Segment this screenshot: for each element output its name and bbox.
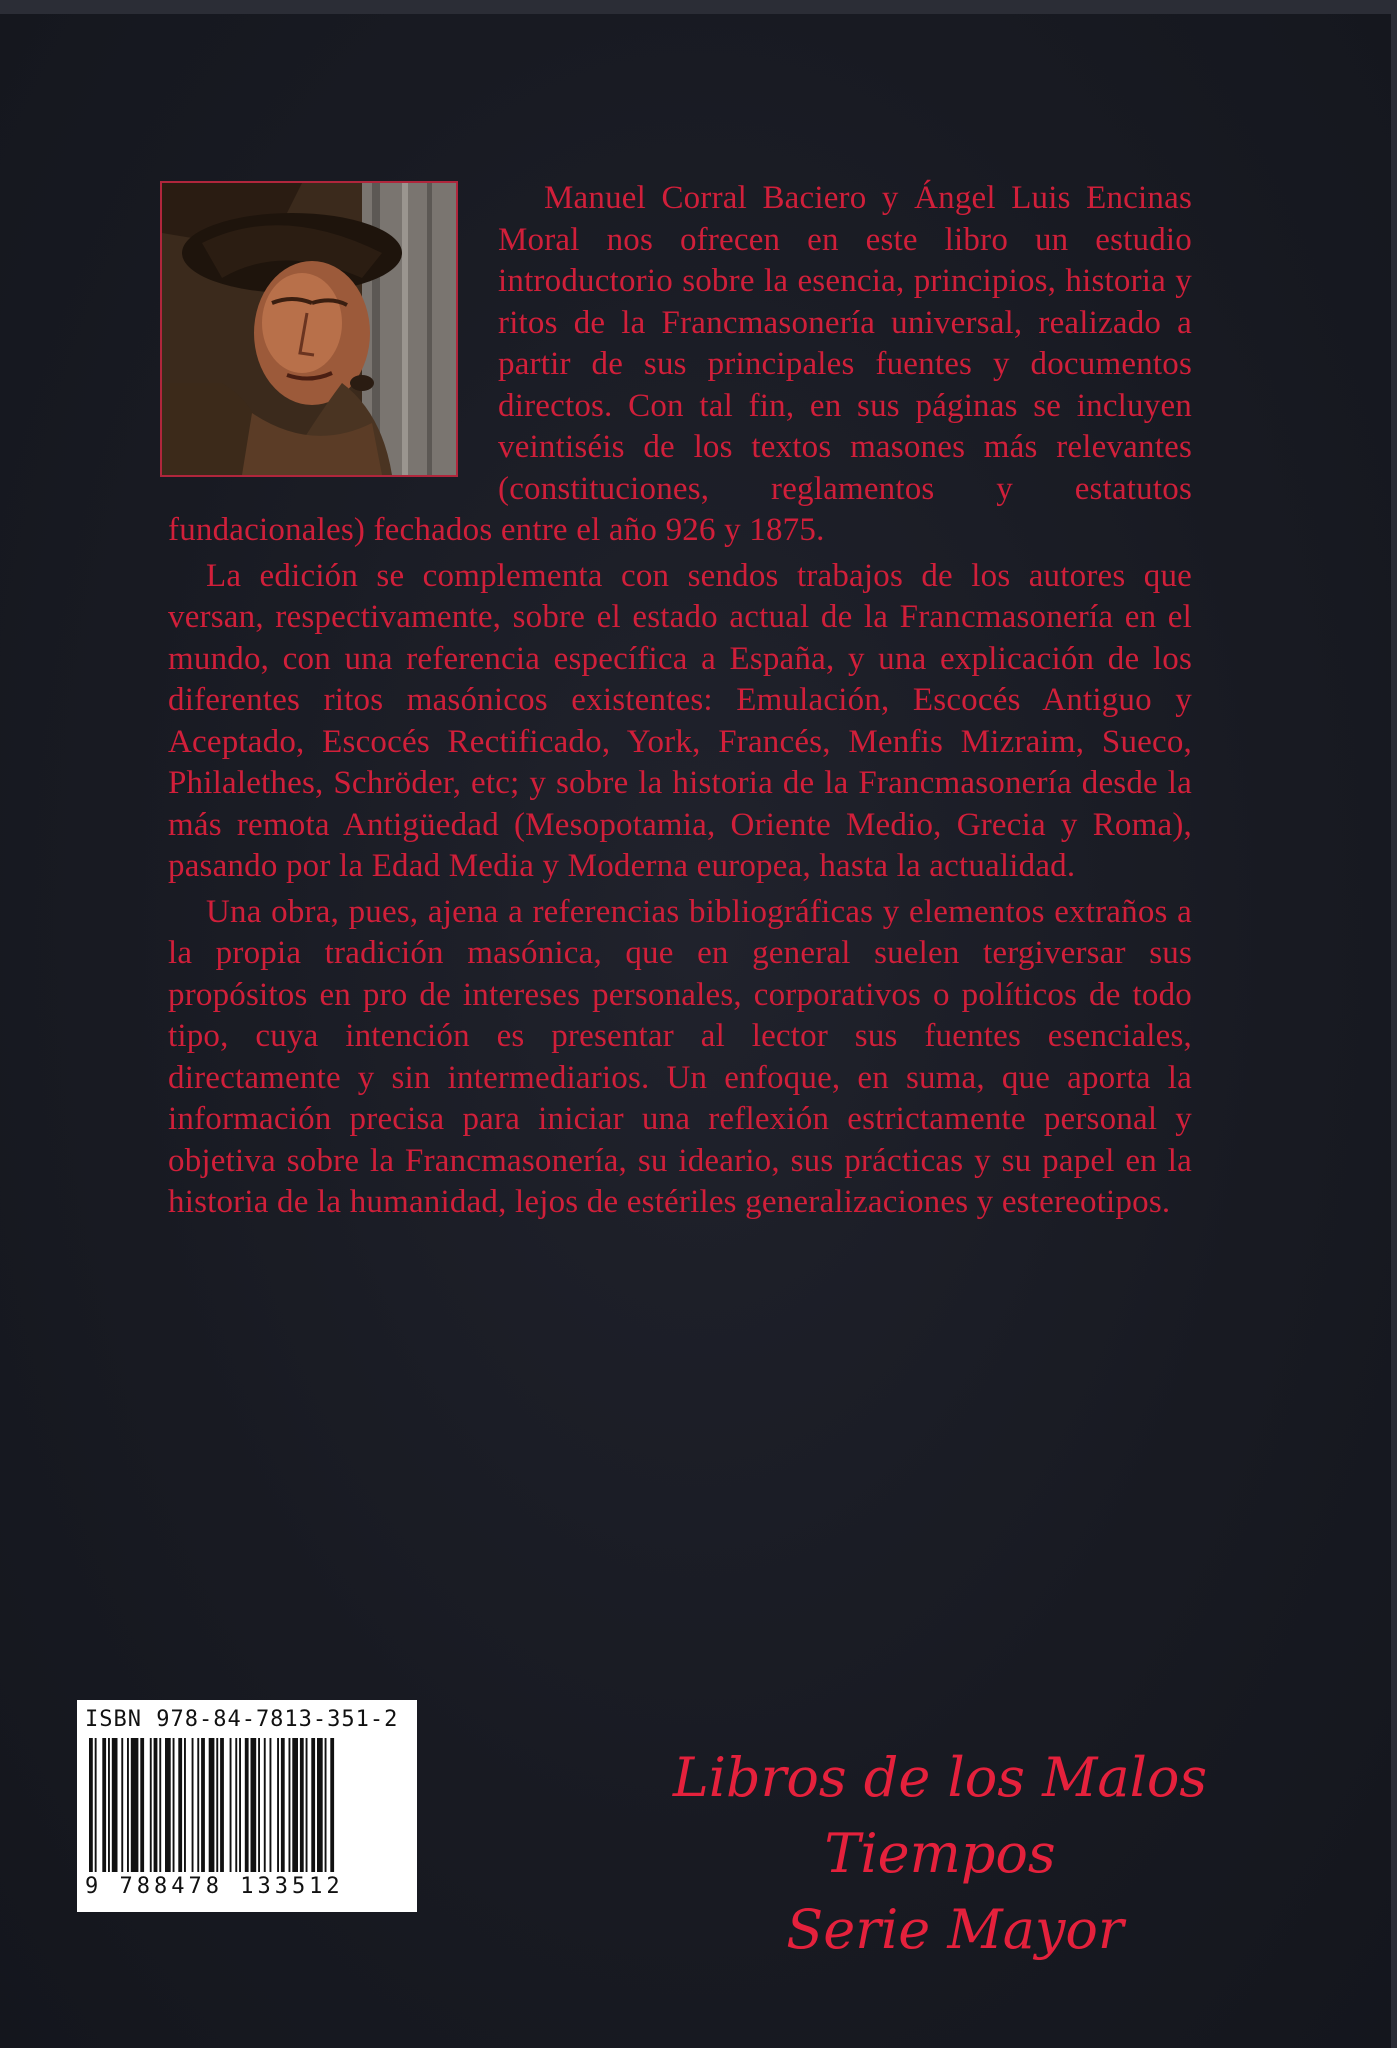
barcode-bar xyxy=(89,1738,93,1872)
barcode-bar xyxy=(150,1738,152,1872)
barcode-bar xyxy=(292,1738,298,1872)
barcode-bar xyxy=(235,1738,237,1872)
barcode-bar xyxy=(102,1738,106,1872)
barcode-bar xyxy=(317,1738,323,1872)
barcode-bar xyxy=(306,1738,308,1872)
barcode-bar xyxy=(277,1738,279,1872)
barcode-bar xyxy=(281,1738,285,1872)
barcode-digits: 9 788478 133512 xyxy=(85,1874,344,1899)
barcode-bar xyxy=(251,1738,257,1872)
barcode-bar xyxy=(131,1738,139,1872)
description-paragraph-2: La edición se complementa con sendos trabajos de los autores que versan, respectivamente, sobre el estado actual de la Francmasonería en el mundo, con una referencia específica a España, y una explicación de los diferentes ritos masónicos existentes: Emulación, Escocés Antiguo y Aceptado, Escocés Rectificado, York, Francés, Menfis Mizraim, Sueco, Philalethes, Schröder, etc; y sobre la historia de la Francmasonería desde la más remota Antigüedad (Mesopotamia, Oriente Medio, Grecia y Roma), pasando por la Edad Media y Moderna europea, hasta la actualidad. xyxy=(168,557,1192,884)
barcode-bar xyxy=(165,1738,171,1872)
back-cover-description xyxy=(168,178,1192,1228)
barcode-bar xyxy=(245,1738,249,1872)
barcode-bar xyxy=(173,1738,175,1872)
barcode-bar xyxy=(239,1738,241,1872)
isbn-barcode xyxy=(77,1700,417,1912)
barcode-bar xyxy=(264,1738,266,1872)
barcode-bar xyxy=(220,1738,224,1872)
barcode-graphic xyxy=(85,1738,409,1872)
isbn-label: ISBN 978-84-7813-351-2 xyxy=(85,1707,399,1732)
barcode-bar xyxy=(95,1738,97,1872)
barcode-bar xyxy=(140,1738,144,1872)
barcode-bar xyxy=(300,1738,304,1872)
series-title: Libros de los Malos Tiempos xyxy=(672,1746,1208,1885)
barcode-bar xyxy=(258,1738,260,1872)
barcode-bar xyxy=(184,1738,186,1872)
barcode-bar xyxy=(330,1738,334,1872)
barcode-bar xyxy=(270,1738,272,1872)
series-subtitle: Serie Mayor xyxy=(786,1898,1124,1961)
barcode-bar xyxy=(289,1738,291,1872)
barcode-bar xyxy=(159,1738,161,1872)
barcode-bar xyxy=(197,1738,199,1872)
paragraph-1-text: Manuel Corral Baciero y Ángel Luis Encinas Moral nos ofrecen en este libro un estudio introductorio sobre la esencia, principios, historia y ritos de la Francmasonería universal, realizado a partir de sus principales fuentes y documentos directos. Con tal fin, en sus páginas se incluyen veintiséis de los textos masones más relevantes (constituciones, reglamentos y estatutos fundacionales) fechados entre el año 926 y 1875. xyxy=(168,180,1192,548)
barcode-bar xyxy=(108,1738,110,1872)
barcode-bar xyxy=(209,1738,215,1872)
barcode-bar xyxy=(201,1738,205,1872)
barcode-bar xyxy=(121,1738,123,1872)
barcode-bars xyxy=(85,1738,409,1872)
barcode-bar xyxy=(178,1738,182,1872)
barcode-bar xyxy=(311,1738,315,1872)
barcode-bar xyxy=(154,1738,158,1872)
page-right-edge xyxy=(1391,0,1397,2048)
barcode-bar xyxy=(127,1738,129,1872)
barcode-bar xyxy=(216,1738,218,1872)
barcode-bar xyxy=(192,1738,194,1872)
page-top-edge xyxy=(0,0,1397,14)
barcode-bar xyxy=(112,1738,118,1872)
barcode-bar xyxy=(325,1738,327,1872)
description-paragraph-3: Una obra, pues, ajena a referencias bibliográficas y elementos extraños a la propia tradición masónica, que en general suelen tergiversar sus propósitos en pro de intereses personales, corporativos o políticos de todo tipo, cuya intención es presentar al lector sus fuentes esenciales, directamente y sin intermediarios. Un enfoque, en suma, que aporta la información precisa para iniciar una reflexión estrictamente personal y objetiva sobre la Francmasonería, su ideario, sus prácticas y su papel en la historia de la humanidad, lejos de estériles generalizaciones y estereotipos. xyxy=(168,893,1192,1220)
barcode-bar xyxy=(230,1738,232,1872)
series-imprint xyxy=(560,1740,1320,1968)
portrait-float-spacer xyxy=(168,178,498,508)
